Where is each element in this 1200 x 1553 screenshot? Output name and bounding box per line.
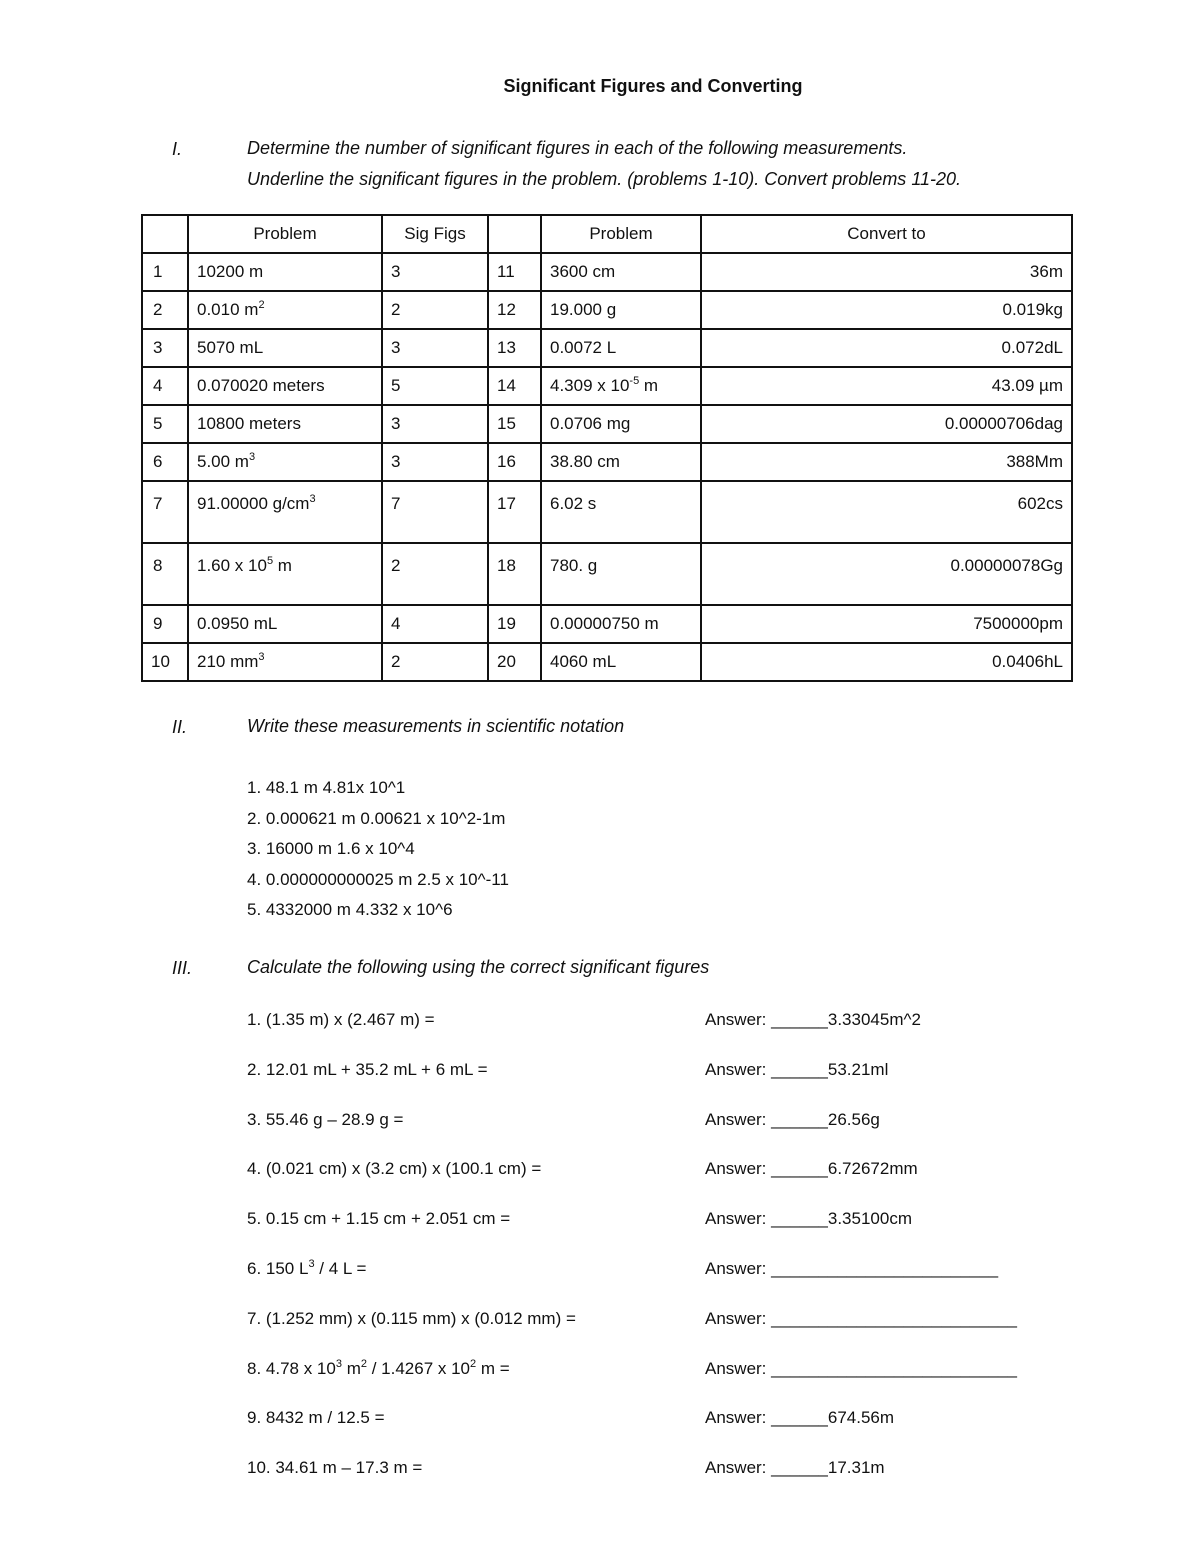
question-text: 6. 150 L [247, 1258, 309, 1278]
exponent: 3 [308, 1257, 315, 1270]
section-3-number: III. [172, 958, 193, 978]
calc-question: 1. (1.35 m) x (2.467 m) = [247, 1010, 435, 1029]
table-row [142, 367, 1072, 405]
section-3-heading: Calculate the following using the correct significant figures [247, 957, 710, 977]
answer-blank: ________________________ [771, 1258, 999, 1278]
row-number: 15 [488, 405, 541, 443]
convert-to-cell: 0.019kg [701, 291, 1072, 329]
calc-item [247, 1055, 1107, 1105]
calc-item [247, 1204, 1107, 1254]
answer-value: 6.72672mm [827, 1159, 918, 1179]
sig-figs-cell: 3 [382, 405, 488, 443]
calc-question: 5. 0.15 cm + 1.15 cm + 2.051 cm = [247, 1209, 511, 1229]
calc-item [247, 1304, 1107, 1354]
calc-answer [705, 1304, 1017, 1334]
table-row [142, 443, 1072, 481]
row-number: 9 [142, 605, 188, 643]
problem-text: 4.309 x 10 [550, 376, 630, 395]
convert-to-cell: 0.0406hL [701, 643, 1072, 681]
problem-cell: 10800 meters [188, 405, 382, 443]
table-row [142, 543, 1072, 605]
sig-figs-cell: 2 [382, 543, 488, 605]
page-title: Significant Figures and Converting [503, 76, 803, 96]
table-row [142, 291, 1072, 329]
problem-cell [188, 543, 382, 605]
row-number: 10 [142, 643, 188, 681]
convert-to-cell: 0.072dL [701, 329, 1072, 367]
problem-cell [188, 443, 382, 481]
sig-figs-cell: 5 [382, 367, 488, 405]
answer-value: 3.33045m^2 [827, 1010, 921, 1029]
exponent: 5 [266, 555, 274, 567]
calc-question: 3. 55.46 g – 28.9 g = [247, 1109, 404, 1129]
calc-answer [705, 1254, 998, 1284]
calc-question: 2. 12.01 mL + 35.2 mL + 6 mL = [247, 1059, 488, 1079]
header-cell: Problem [541, 215, 701, 253]
problem-cell [188, 481, 382, 543]
question-text: m [341, 1358, 361, 1378]
answer-label: Answer: [705, 1408, 772, 1428]
row-number: 19 [488, 605, 541, 643]
convert-to-cell: 0.00000706dag [701, 405, 1072, 443]
answer-blank: ______ [771, 1458, 828, 1478]
sig-figs-cell: 3 [382, 329, 488, 367]
question-text: / 4 L = [314, 1258, 367, 1278]
exponent: -5 [629, 375, 640, 387]
sig-figs-cell: 2 [382, 291, 488, 329]
row-number: 20 [488, 643, 541, 681]
problem-cell: 5070 mL [188, 329, 382, 367]
question-text: m = [476, 1358, 510, 1378]
row-number: 18 [488, 543, 541, 605]
convert-to-cell: 36m [701, 253, 1072, 291]
section-1-instructions [247, 133, 961, 195]
convert-to-cell: 43.09 µm [701, 367, 1072, 405]
header-cell [142, 215, 188, 253]
answer-label: Answer: [705, 1358, 772, 1378]
calc-item [247, 1005, 1107, 1055]
answer-label: Answer: [705, 1209, 772, 1229]
calc-question: 9. 8432 m / 12.5 = [247, 1408, 385, 1428]
problem-text: 210 mm [197, 652, 259, 671]
calc-item [247, 1154, 1107, 1204]
convert-problem-cell [541, 367, 701, 405]
calc-question: 7. (1.252 mm) x (0.115 mm) x (0.012 mm) = [247, 1308, 576, 1328]
answer-blank: ______ [771, 1159, 828, 1179]
list-item: 5. 4332000 m 4.332 x 10^6 [247, 900, 453, 919]
table-row [142, 481, 1072, 543]
convert-to-cell: 0.00000078Gg [701, 543, 1072, 605]
section-1-line-2: Underline the significant figures in the problem. (problems 1-10). Convert problems 11-20. [247, 169, 962, 189]
problem-text: 0.010 m [197, 300, 259, 319]
calc-answer [705, 1055, 888, 1085]
calc-answer [705, 1204, 912, 1234]
exponent: 2 [360, 1357, 367, 1370]
list-item: 1. 48.1 m 4.81x 10^1 [247, 778, 406, 797]
row-number: 12 [488, 291, 541, 329]
answer-value: 53.21ml [827, 1059, 889, 1079]
convert-problem-cell: 38.80 cm [541, 443, 701, 481]
convert-problem-cell: 0.0072 L [541, 329, 701, 367]
problem-text: 5.00 m [197, 452, 249, 471]
problem-text: 91.00000 g/cm [197, 494, 310, 513]
exponent: 2 [470, 1357, 477, 1370]
section-1-line-1: Determine the number of significant figures in each of the following measurements. [247, 138, 908, 158]
row-number: 3 [142, 329, 188, 367]
calc-question: 10. 34.61 m – 17.3 m = [247, 1458, 423, 1478]
header-cell: Sig Figs [382, 215, 488, 253]
header-cell: Problem [188, 215, 382, 253]
sig-figs-cell: 2 [382, 643, 488, 681]
row-number: 1 [142, 253, 188, 291]
calc-item [247, 1105, 1107, 1155]
row-number: 6 [142, 443, 188, 481]
list-item: 2. 0.000621 m 0.00621 x 10^2-1m [247, 808, 506, 828]
row-number: 5 [142, 405, 188, 443]
exponent: 3 [335, 1357, 342, 1370]
sig-figs-table [141, 214, 1073, 682]
exponent: 3 [258, 651, 265, 663]
answer-label: Answer: [705, 1258, 772, 1278]
table-row [142, 405, 1072, 443]
calc-question [247, 1354, 510, 1384]
section-2-heading: Write these measurements in scientific notation [247, 716, 625, 736]
exponent: 3 [248, 451, 256, 463]
convert-problem-cell: 0.0706 mg [541, 405, 701, 443]
convert-problem-cell: 780. g [541, 543, 701, 605]
answer-blank: ______ [771, 1059, 828, 1079]
exponent: 2 [258, 299, 265, 311]
answer-value: 674.56m [827, 1408, 895, 1428]
sig-figs-cell: 3 [382, 253, 488, 291]
convert-to-cell: 602cs [701, 481, 1072, 543]
row-number: 2 [142, 291, 188, 329]
row-number: 13 [488, 329, 541, 367]
table-row [142, 605, 1072, 643]
problem-cell: 0.070020 meters [188, 367, 382, 405]
answer-blank: ______ [771, 1010, 828, 1029]
calc-answer [705, 1403, 894, 1433]
convert-problem-cell: 4060 mL [541, 643, 701, 681]
sig-figs-cell: 3 [382, 443, 488, 481]
convert-problem-cell: 0.00000750 m [541, 605, 701, 643]
row-number: 16 [488, 443, 541, 481]
answer-blank: ______ [771, 1109, 828, 1129]
list-item: 4. 0.000000000025 m 2.5 x 10^-11 [247, 869, 509, 889]
answer-label: Answer: [705, 1109, 772, 1129]
convert-problem-cell: 3600 cm [541, 253, 701, 291]
row-number: 4 [142, 367, 188, 405]
convert-problem-cell: 6.02 s [541, 481, 701, 543]
scientific-notation-list [247, 773, 509, 926]
row-number: 8 [142, 543, 188, 605]
section-1-number: I. [172, 139, 183, 159]
calc-item [247, 1254, 1107, 1304]
convert-problem-cell: 19.000 g [541, 291, 701, 329]
calc-answer [705, 1354, 1017, 1384]
question-text: 8. 4.78 x 10 [247, 1358, 336, 1378]
answer-blank: ______ [771, 1408, 828, 1428]
calc-question: 4. (0.021 cm) x (3.2 cm) x (100.1 cm) = [247, 1159, 542, 1179]
header-cell [488, 215, 541, 253]
problem-unit: m [639, 376, 659, 395]
exponent: 3 [309, 493, 316, 505]
header-cell: Convert to [701, 215, 1072, 253]
convert-to-cell: 7500000pm [701, 605, 1072, 643]
answer-blank: ______ [771, 1209, 828, 1229]
convert-to-cell: 388Mm [701, 443, 1072, 481]
answer-label: Answer: [705, 1458, 772, 1478]
problem-cell: 0.0950 mL [188, 605, 382, 643]
calc-answer [705, 1453, 885, 1483]
question-text: / 1.4267 x 10 [366, 1358, 471, 1378]
answer-value: 3.35100cm [827, 1209, 912, 1229]
problem-cell: 10200 m [188, 253, 382, 291]
answer-blank: __________________________ [771, 1308, 1017, 1328]
row-number: 17 [488, 481, 541, 543]
problem-unit: m [273, 556, 292, 575]
table-row [142, 329, 1072, 367]
row-number: 11 [488, 253, 541, 291]
sig-figs-cell: 7 [382, 481, 488, 543]
answer-label: Answer: [705, 1159, 772, 1179]
answer-label: Answer: [705, 1010, 772, 1029]
list-item: 3. 16000 m 1.6 x 10^4 [247, 839, 415, 858]
problem-cell [188, 643, 382, 681]
problem-cell [188, 291, 382, 329]
calculation-list [247, 1005, 1107, 1503]
answer-label: Answer: [705, 1308, 772, 1328]
row-number: 14 [488, 367, 541, 405]
sig-figs-cell: 4 [382, 605, 488, 643]
answer-value: 26.56g [827, 1109, 880, 1129]
problem-text: 1.60 x 10 [197, 556, 267, 575]
answer-value: 17.31m [827, 1458, 885, 1478]
row-number: 7 [142, 481, 188, 543]
table-row [142, 643, 1072, 681]
calc-answer [705, 1154, 918, 1184]
calc-item [247, 1453, 1107, 1503]
section-2-number: II. [172, 717, 188, 737]
table-row [142, 253, 1072, 291]
calc-answer [705, 1005, 921, 1035]
calc-item [247, 1354, 1107, 1404]
answer-label: Answer: [705, 1059, 772, 1079]
table-header-row [142, 215, 1072, 253]
answer-blank: __________________________ [771, 1358, 1017, 1378]
calc-item [247, 1403, 1107, 1453]
calc-answer [705, 1105, 880, 1135]
calc-question [247, 1254, 366, 1284]
